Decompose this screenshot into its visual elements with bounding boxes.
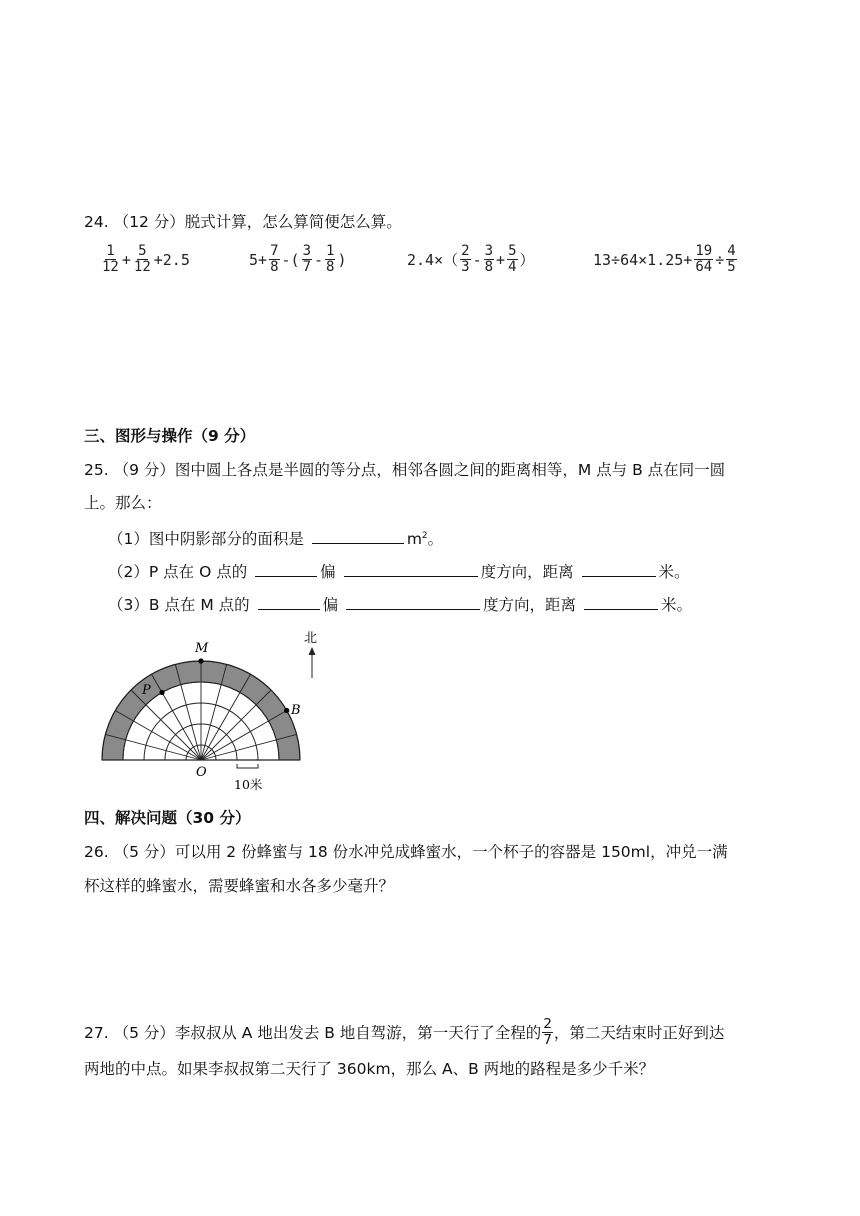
fraction: $\frac{4}{5}$ [727,243,736,275]
q27-line-2: 两地的中点。如果李叔叔第二天行了 360km，那么 A、B 两地的路程是多少千米？ [84,1060,655,1078]
fraction: $\frac{1}{12}$ [102,243,119,275]
expression-3: 2.4×（ $\frac{2}{3}$ - $\frac{3}{8}$ + $\frac{5}{4}$ ） [407,243,535,275]
q25-line-1: 25. （9 分）图中圆上各点是半圆的等分点，相邻各圆之间的距离相等，M 点与 B 点在同一圆 [84,461,726,479]
north-arrowhead [309,647,316,655]
expression-4: 13÷64×1.25+ $\frac{19}{64}$ ÷ $\frac{4}{5}$ [593,243,736,275]
fraction: $\frac{7}{8}$ [270,243,279,275]
semicircle-figure [96,628,328,796]
radial-line [201,674,251,760]
section-3-title: 三、图形与操作（9 分） [84,427,256,445]
point-M [198,658,203,663]
answer-blank[interactable] [584,593,658,610]
answer-blank[interactable] [344,560,478,577]
fraction: $\frac{19}{64}$ [695,243,713,275]
q24-title: 24. （12 分）脱式计算，怎么算简便怎么算。 [84,213,402,231]
answer-blank[interactable] [346,593,480,610]
q26-line-1: 26. （5 分）可以用 2 份蜂蜜与 18 份水冲兑成蜂蜜水，一个杯子的容器是 150ml，冲兑一满 [84,843,728,861]
scale-bar [237,764,258,768]
radial-line [115,711,201,761]
fraction: $\frac{5}{12}$ [133,243,151,275]
answer-blank[interactable] [258,593,320,610]
label-B: B [291,703,301,718]
fraction: $\frac{2}{7}$ [543,1016,552,1048]
label-O: O [196,765,207,780]
radial-line [201,711,287,761]
fraction: $\frac{5}{4}$ [508,243,517,275]
fraction: $\frac{2}{3}$ [461,243,470,275]
fraction: $\frac{3}{7}$ [302,243,311,275]
q27-line-1: 27. （5 分）李叔叔从 A 地出发去 B 地自驾游，第一天行了全程的 $\frac{2}{7}$ ，第二天结束时正好到达 [84,1016,725,1048]
q25-sub-1: （1）图中阴影部分的面积是 $m^2$。 [108,525,443,550]
q25-line-2: 上。那么： [84,494,162,512]
expression-2: 5+ $\frac{7}{8}$ -( $\frac{3}{7}$ - $\frac{1}{8}$ ) [249,243,347,275]
answer-blank[interactable] [255,560,317,577]
label-M: M [195,641,209,656]
point-P [159,690,164,695]
fraction: $\frac{3}{8}$ [484,243,494,275]
point-B [284,708,289,713]
fraction: $\frac{1}{8}$ [326,243,335,275]
q25-sub-2: （2）P 点在 O 点的 偏 度方向，距离 米。 [108,560,690,583]
label-P: P [142,683,151,698]
section-4-title: 四、解决问题（30 分） [84,809,251,827]
north-label: 北 [304,631,318,646]
radial-line [152,674,202,760]
answer-blank[interactable] [312,527,404,544]
answer-blank[interactable] [582,560,656,577]
q25-sub-3: （3）B 点在 M 点的 偏 度方向，距离 米。 [108,593,692,616]
scale-label: 10米 [234,777,263,792]
q26-line-2: 杯这样的蜂蜜水，需要蜂蜜和水各多少毫升？ [84,877,395,895]
expression-1: $\frac{1}{12}$ + $\frac{5}{12}$ +2.5 [102,243,190,275]
